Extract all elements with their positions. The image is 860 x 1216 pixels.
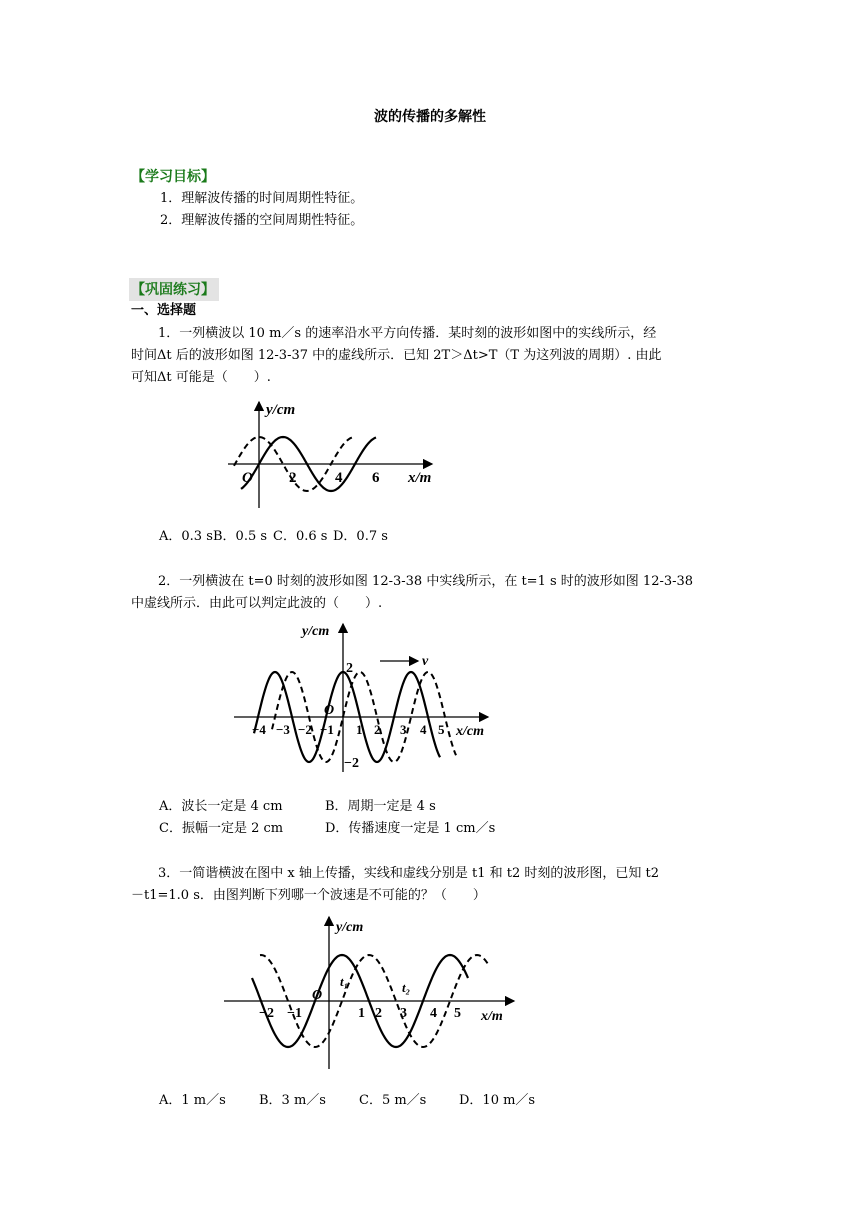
part-1-heading: 一、选择题	[131, 303, 197, 318]
page-title: 波的传播的多解性	[374, 109, 486, 125]
q1-line-1: 1．一列横波以 10 m／s 的速率沿水平方向传播．某时刻的波形如图中的实线所示，经	[158, 326, 657, 341]
q1-option-a[interactable]: A．0.3 s	[159, 529, 213, 544]
q2-x-tick: −3	[276, 722, 290, 737]
q2-line-1: 2．一列横波在 t=0 时刻的波形如图 12-3-38 中实线所示，在 t=1 s 时的波形如图 12-3-38	[158, 574, 694, 589]
q1-options	[159, 527, 388, 547]
q1-x-label: x/m	[408, 470, 432, 486]
q2-y-tick-neg2: −2	[344, 756, 359, 771]
q2-option-b[interactable]: B．周期一定是 4 s	[325, 799, 436, 814]
q3-x-tick: 1	[358, 1006, 365, 1021]
q1-tick-4: 4	[335, 470, 343, 486]
q1-line-3: 可知Δt 可能是（ ）.	[131, 370, 271, 385]
goal-2: 2．理解波传播的空间周期性特征。	[160, 213, 364, 228]
goal-1: 1．理解波传播的时间周期性特征。	[160, 191, 364, 206]
q3-label-t2: t₂	[402, 980, 411, 995]
q3-label-t1: t₁	[340, 974, 349, 989]
q2-x-tick: 4	[420, 722, 427, 737]
q1-option-b[interactable]: B．0.5 s	[213, 529, 268, 544]
q3-x-tick: 3	[400, 1006, 407, 1021]
q2-options-row-1	[159, 797, 436, 817]
q2-x-tick: −4	[252, 722, 266, 737]
q2-y-tick-2: 2	[346, 661, 353, 676]
goals-header: 【学习目标】	[131, 169, 215, 185]
q3-x-tick: 5	[454, 1006, 461, 1021]
q3-line-2: －t1=1.0 s．由图判断下列哪一个波速是不可能的？（ ）	[131, 888, 486, 903]
q2-line-2: 中虚线所示．由此可以判定此波的（ ）.	[131, 596, 383, 611]
q3-wave-figure	[222, 913, 518, 1073]
q1-option-c[interactable]: C．0.6 s	[273, 529, 328, 544]
q3-line-1: 3．一简谐横波在图中 x 轴上传播，实线和虚线分别是 t1 和 t2 时刻的波形图，已知 t2	[158, 866, 660, 881]
q3-option-d[interactable]: D．10 m／s	[459, 1093, 536, 1108]
q1-tick-6: 6	[372, 470, 380, 486]
q2-origin: O	[324, 703, 335, 718]
q1-wave-figure	[226, 398, 438, 514]
q2-x-tick: −1	[320, 722, 334, 737]
q2-options-row-2	[159, 819, 495, 839]
q2-x-tick: 5	[438, 722, 445, 737]
q3-x-tick: 2	[375, 1006, 382, 1021]
q2-option-a[interactable]: A．波长一定是 4 cm	[159, 799, 283, 814]
q3-x-tick: −1	[287, 1006, 302, 1021]
q2-option-d[interactable]: D．传播速度一定是 1 cm／s	[325, 821, 496, 836]
q3-option-a[interactable]: A．1 m／s	[159, 1093, 226, 1108]
q1-y-label: y/cm	[266, 402, 296, 418]
q2-wave-figure	[232, 620, 492, 776]
q3-x-tick: 4	[430, 1006, 437, 1021]
q3-origin: O	[312, 988, 323, 1003]
q2-x-tick: 1	[356, 722, 363, 737]
q3-options	[159, 1091, 535, 1111]
q3-x-label: x/m	[481, 1009, 503, 1024]
q2-x-tick: 2	[374, 722, 381, 737]
q1-line-2: 时间Δt 后的波形如图 12-3-37 中的虚线所示．已知 2T＞Δt>T（T 为这列波的周期）. 由此	[131, 348, 662, 363]
q2-x-tick: 3	[400, 722, 407, 737]
q3-x-tick: −2	[259, 1006, 274, 1021]
q1-option-d[interactable]: D．0.7 s	[333, 529, 388, 544]
q3-y-label: y/cm	[336, 920, 364, 935]
q2-x-label: x/cm	[456, 724, 484, 739]
q1-origin: O	[242, 470, 253, 486]
q2-option-c[interactable]: C．振幅一定是 2 cm	[159, 821, 284, 836]
q3-option-b[interactable]: B．3 m／s	[259, 1093, 326, 1108]
q3-option-c[interactable]: C．5 m／s	[359, 1093, 427, 1108]
q2-y-label: y/cm	[302, 624, 330, 639]
q1-tick-2: 2	[289, 470, 297, 486]
q2-velocity-label: v	[422, 654, 429, 669]
q2-x-tick: −2	[298, 722, 312, 737]
practice-header: 【巩固练习】	[129, 278, 219, 301]
